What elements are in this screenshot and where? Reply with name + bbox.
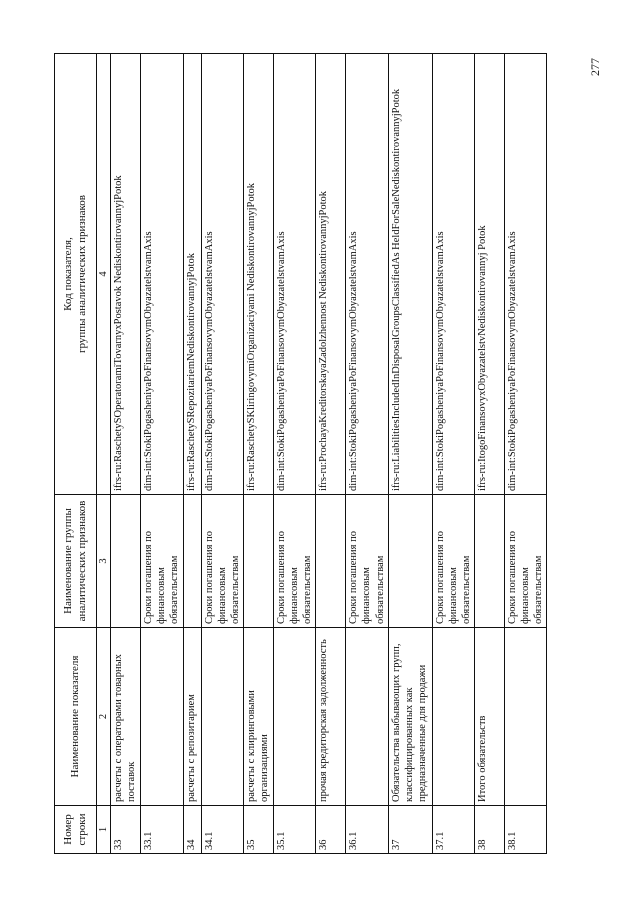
indicator-name-cell: расчеты с операторами товарных поставок [111, 628, 141, 806]
page-number: 277 [588, 58, 602, 76]
indicator-code-cell: dim-int:StokiPogasheniyaPoFinansovymObyazatelstvamAxis [273, 54, 315, 495]
group-name-cell [475, 495, 505, 628]
row-number-cell: 34 [183, 806, 201, 854]
indicator-name-cell: расчеты с клиринговыми организациями [243, 628, 273, 806]
header-indicator-name: Наименование показателя [55, 628, 97, 806]
table-row [505, 54, 547, 854]
row-number-cell: 36.1 [346, 806, 388, 854]
indicator-code-cell: dim-int:StokiPogasheniyaPoFinansovymObyazatelstvamAxis [141, 54, 183, 495]
indicator-name-cell [273, 628, 315, 806]
table-row [388, 54, 432, 854]
column-number: 4 [97, 54, 111, 495]
indicator-code-cell: ifrs-ru:ProchayaKreditorskayaZadolzhennost NediskontirovannyjPotok [316, 54, 346, 495]
indicator-code-cell: dim-int:StokiPogasheniyaPoFinansovymObyazatelstvamAxis [346, 54, 388, 495]
group-name-cell: Сроки погашения по финансовым обязательствам [273, 495, 315, 628]
indicator-code-cell: ifrs-ru:RaschetySKliringovymiOrganizaciyami NediskontirovannyjPotok [243, 54, 273, 495]
row-number-cell: 38 [475, 806, 505, 854]
indicator-code-cell: ifrs-ru:ItogoFinansovyxObyazatelstvNediskontirovannyj Potok [475, 54, 505, 495]
table-row [273, 54, 315, 854]
indicator-name-cell: прочая кредиторская задолженность [316, 628, 346, 806]
row-number-cell: 35 [243, 806, 273, 854]
indicator-code-cell: dim-int:StokiPogasheniyaPoFinansovymObyazatelstvamAxis [505, 54, 547, 495]
row-number-cell: 37.1 [432, 806, 474, 854]
column-number-row [97, 54, 111, 854]
row-number-cell: 34.1 [201, 806, 243, 854]
column-number: 2 [97, 628, 111, 806]
table-row [111, 54, 141, 854]
row-number-cell: 33.1 [141, 806, 183, 854]
table-row [316, 54, 346, 854]
table-row [243, 54, 273, 854]
group-name-cell [243, 495, 273, 628]
table-row [141, 54, 183, 854]
table-body [111, 54, 547, 854]
indicator-name-cell [346, 628, 388, 806]
group-name-cell [111, 495, 141, 628]
group-name-cell [183, 495, 201, 628]
table-row [183, 54, 201, 854]
row-number-cell: 33 [111, 806, 141, 854]
indicator-code-cell: ifrs-ru:RaschetySOperatoramiTovarnyxPostavok NediskontirovannyjPotok [111, 54, 141, 495]
row-number-cell: 37 [388, 806, 432, 854]
indicator-name-cell: расчеты с репозитарием [183, 628, 201, 806]
group-name-cell: Сроки погашения по финансовым обязательствам [346, 495, 388, 628]
header-code-line2: группы аналитических признаков [75, 194, 88, 354]
column-number: 3 [97, 495, 111, 628]
header-code [55, 54, 97, 495]
table-row [475, 54, 505, 854]
group-name-cell: Сроки погашения по финансовым обязательствам [201, 495, 243, 628]
group-name-cell: Сроки погашения по финансовым обязательствам [432, 495, 474, 628]
row-number-cell: 35.1 [273, 806, 315, 854]
indicator-name-cell [432, 628, 474, 806]
group-name-cell: Сроки погашения по финансовым обязательствам [505, 495, 547, 628]
table-row [432, 54, 474, 854]
indicator-name-cell: Обязательства выбывающих групп, классифицированных как предназначенные для продажи [388, 628, 432, 806]
header-row-number: Номер строки [55, 806, 97, 854]
header-group-name: Наименование группы аналитических признаков [55, 495, 97, 628]
indicator-name-cell [141, 628, 183, 806]
group-name-cell: Сроки погашения по финансовым обязательствам [141, 495, 183, 628]
indicator-name-cell [505, 628, 547, 806]
indicator-table [54, 53, 547, 854]
group-name-cell [388, 495, 432, 628]
indicator-code-cell: ifrs-ru:RaschetySRepozitariemNediskontirovannyjPotok [183, 54, 201, 495]
group-name-cell [316, 495, 346, 628]
rotated-table-container [54, 54, 545, 854]
indicator-code-cell: dim-int:StokiPogasheniyaPoFinansovymObyazatelstvamAxis [201, 54, 243, 495]
row-number-cell: 38.1 [505, 806, 547, 854]
row-number-cell: 36 [316, 806, 346, 854]
indicator-name-cell [201, 628, 243, 806]
header-code-line1: Код показателя, [61, 237, 74, 311]
table-row [346, 54, 388, 854]
indicator-code-cell: ifrs-ru:LiabilitiesIncludedInDisposalGroupsClassifiedAs HeldForSaleNediskontirovannyjPotok [388, 54, 432, 495]
column-number: 1 [97, 806, 111, 854]
table-header-row [55, 54, 97, 854]
indicator-name-cell: Итого обязательств [475, 628, 505, 806]
table-row [201, 54, 243, 854]
indicator-code-cell: dim-int:StokiPogasheniyaPoFinansovymObyazatelstvamAxis [432, 54, 474, 495]
